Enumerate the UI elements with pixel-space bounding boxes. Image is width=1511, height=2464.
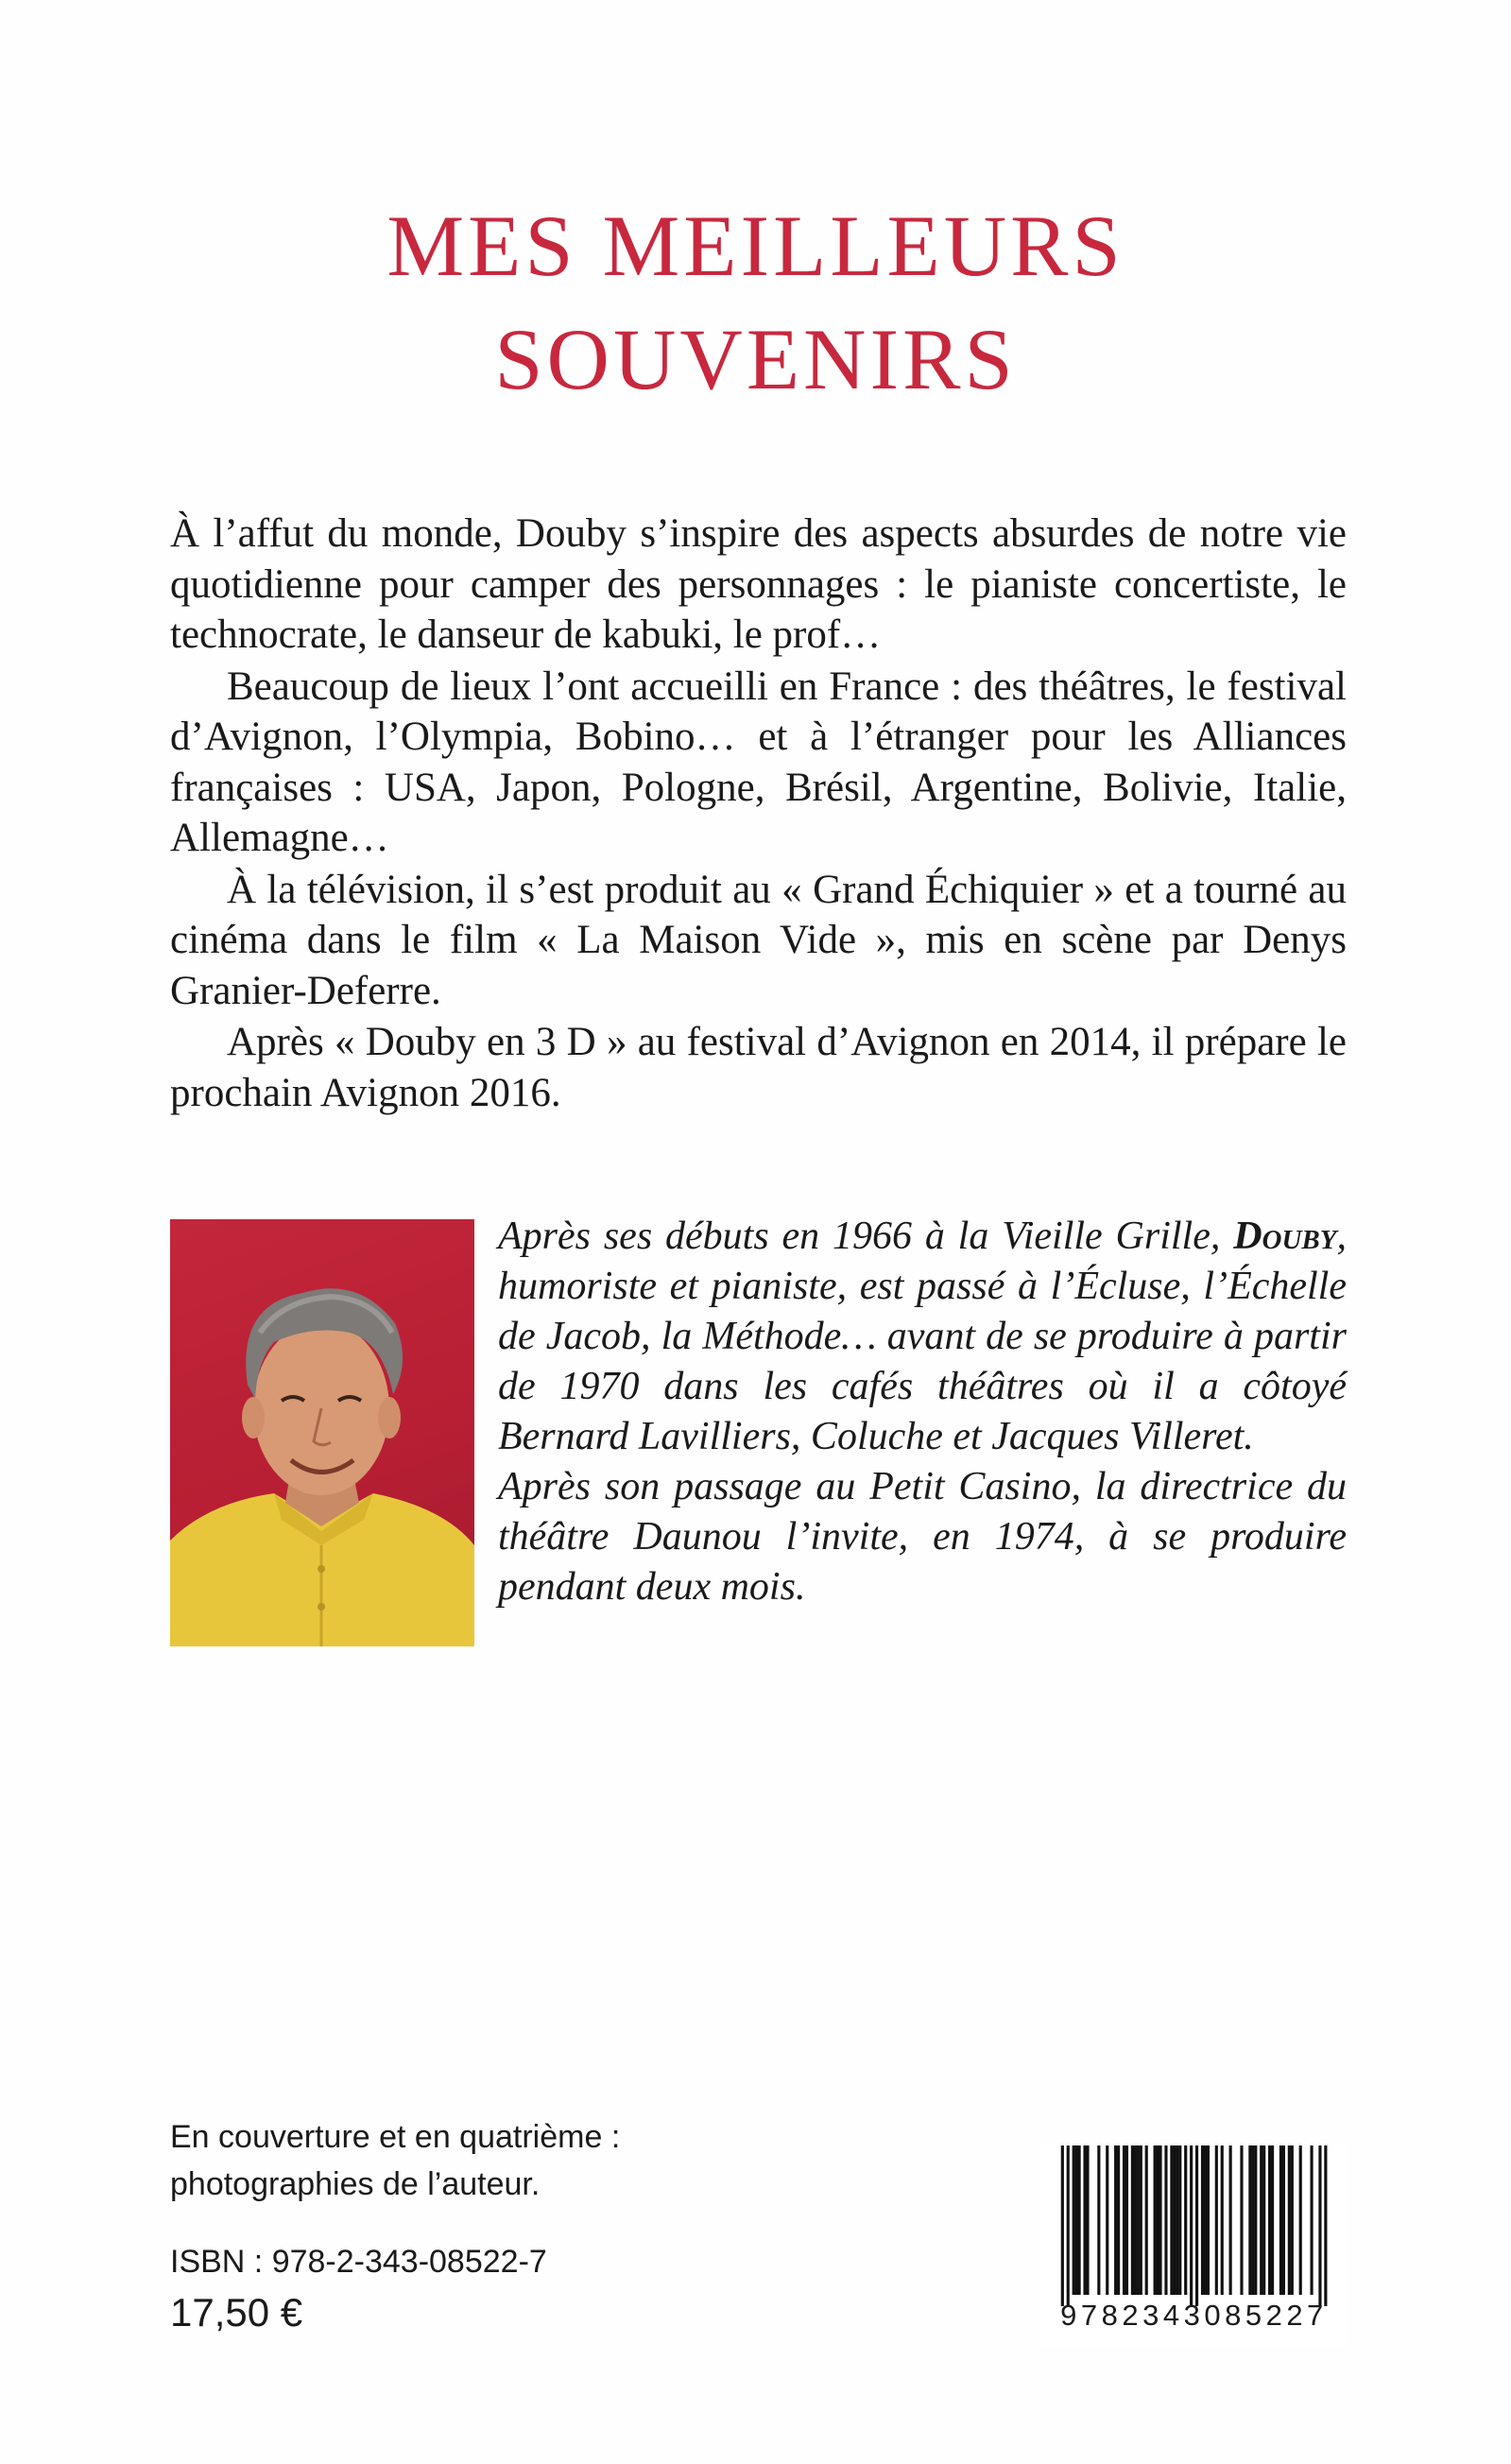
- barcode-bar: [1097, 2145, 1100, 2295]
- barcode-bar: [1288, 2145, 1291, 2295]
- barcode-bar: [1078, 2145, 1081, 2295]
- title-line-2: SOUVENIRS: [494, 311, 1017, 407]
- barcode-bar: [1137, 2145, 1140, 2295]
- barcode-bar: [1254, 2145, 1257, 2295]
- barcode-bar: [1195, 2145, 1198, 2306]
- blurb-paragraph: Beaucoup de lieux l’ont accueilli en France : des théâtres, le festival d’Avignon, l’Olympia, Bobino… et à l’étranger pour les Alliances françaises : USA, Japon, Pologne, Brésil, Argentine, Bolivie, Italie, Allemagne…: [170, 663, 1347, 860]
- barcode-bar: [1310, 2145, 1313, 2295]
- barcode-bar: [1221, 2145, 1224, 2295]
- barcode-bar: [1075, 2145, 1078, 2295]
- barcode-bar: [1279, 2145, 1282, 2295]
- barcode-bar: [1229, 2145, 1232, 2295]
- barcode-bar: [1251, 2145, 1254, 2295]
- barcode-bar: [1178, 2145, 1181, 2295]
- photo-credit: [170, 2113, 620, 2208]
- barcode-bar: [1123, 2145, 1125, 2295]
- barcode-bar: [1260, 2145, 1262, 2295]
- barcode-number: 9782343085227: [1060, 2299, 1328, 2332]
- blurb-text: [170, 508, 1347, 1119]
- barcode-bar: [1159, 2145, 1161, 2295]
- barcode-bar: [1106, 2145, 1108, 2295]
- barcode-bar: [1324, 2145, 1327, 2306]
- credit-line-1: En couverture et en quatrième :: [170, 2119, 621, 2155]
- barcode-bar: [1117, 2145, 1120, 2295]
- barcode-bar: [1176, 2145, 1178, 2295]
- bio-paragraph-2: Après son passage au Petit Casino, la directrice du théâtre Daunou l’invite, en 1974, à se produire pendant deux mois.: [498, 1465, 1347, 1609]
- barcode-bar: [1240, 2145, 1243, 2295]
- barcode-bar: [1114, 2145, 1117, 2295]
- title-line-1: MES MEILLEURS: [386, 198, 1125, 294]
- barcode-bar: [1157, 2145, 1159, 2295]
- blurb-paragraph: À l’affut du monde, Douby s’inspire des aspects absurdes de notre vie quotidienne pour camper des personnages : le pianiste concertiste, le technocrate, le danseur de kabuki, le prof…: [170, 511, 1347, 657]
- barcode-bar: [1164, 2145, 1167, 2295]
- author-bio: [498, 1212, 1347, 1612]
- barcode-bar: [1204, 2145, 1207, 2295]
- barcode-bar: [1268, 2145, 1271, 2295]
- barcode-bar: [1131, 2145, 1134, 2295]
- blurb-paragraph: Après « Douby en 3 D » au festival d’Avignon en 2014, il prépare le prochain Avignon 2016.: [170, 1020, 1347, 1115]
- price: 17,50 €: [170, 2290, 303, 2335]
- barcode-bar: [1170, 2145, 1173, 2295]
- barcode-bar: [1173, 2145, 1176, 2295]
- barcode-bar: [1145, 2145, 1148, 2295]
- bio-text: , humoriste et pianiste, est passé à l’Écluse, l’Échelle de Jacob, la Méthode… avant de se produire à partir de 1970 dans les cafés théâtres où il a côtoyé Bernard Lavilliers, Coluche et Jacques Villeret.: [498, 1215, 1347, 1458]
- barcode-bar: [1061, 2145, 1064, 2306]
- bio-text: Après ses débuts en 1966 à la Vieille Grille,: [498, 1215, 1234, 1258]
- author-photo: [170, 1219, 474, 1646]
- book-title: [0, 189, 1511, 416]
- barcode-bar: [1271, 2145, 1274, 2295]
- barcode-bar: [1073, 2145, 1075, 2295]
- bio-paragraph-1: [498, 1212, 1347, 1462]
- barcode-bar: [1134, 2145, 1137, 2295]
- barcode-bar: [1067, 2145, 1070, 2306]
- barcode-bar: [1262, 2145, 1265, 2295]
- barcode-bar: [1125, 2145, 1128, 2295]
- author-name: Douby: [1233, 1215, 1337, 1258]
- barcode-bar: [1201, 2145, 1204, 2295]
- barcode-bar: [1215, 2145, 1218, 2295]
- barcode-bar: [1248, 2145, 1251, 2295]
- barcode-bar: [1190, 2145, 1193, 2306]
- barcode-bar: [1291, 2145, 1294, 2295]
- barcode-bar: [1318, 2145, 1321, 2306]
- credit-line-2: photographies de l’auteur.: [170, 2166, 541, 2202]
- barcode-bar: [1140, 2145, 1142, 2295]
- barcode-bar: [1207, 2145, 1210, 2295]
- isbn: ISBN : 978-2-343-08522-7: [170, 2244, 547, 2280]
- barcode-bar: [1086, 2145, 1089, 2295]
- barcode-bar: [1154, 2145, 1157, 2295]
- author-portrait-illustration: [170, 1219, 474, 1646]
- barcode-bars: [1041, 2145, 1347, 2306]
- barcode-bar: [1083, 2145, 1086, 2295]
- blurb-paragraph: À la télévision, il s’est produit au « Grand Échiquier » et a tourné au cinéma dans le film « La Maison Vide », mis en scène par Denys Granier-Deferre.: [170, 867, 1347, 1013]
- barcode-bar: [1282, 2145, 1285, 2295]
- barcode-bar: [1184, 2145, 1187, 2295]
- barcode-bar: [1299, 2145, 1302, 2295]
